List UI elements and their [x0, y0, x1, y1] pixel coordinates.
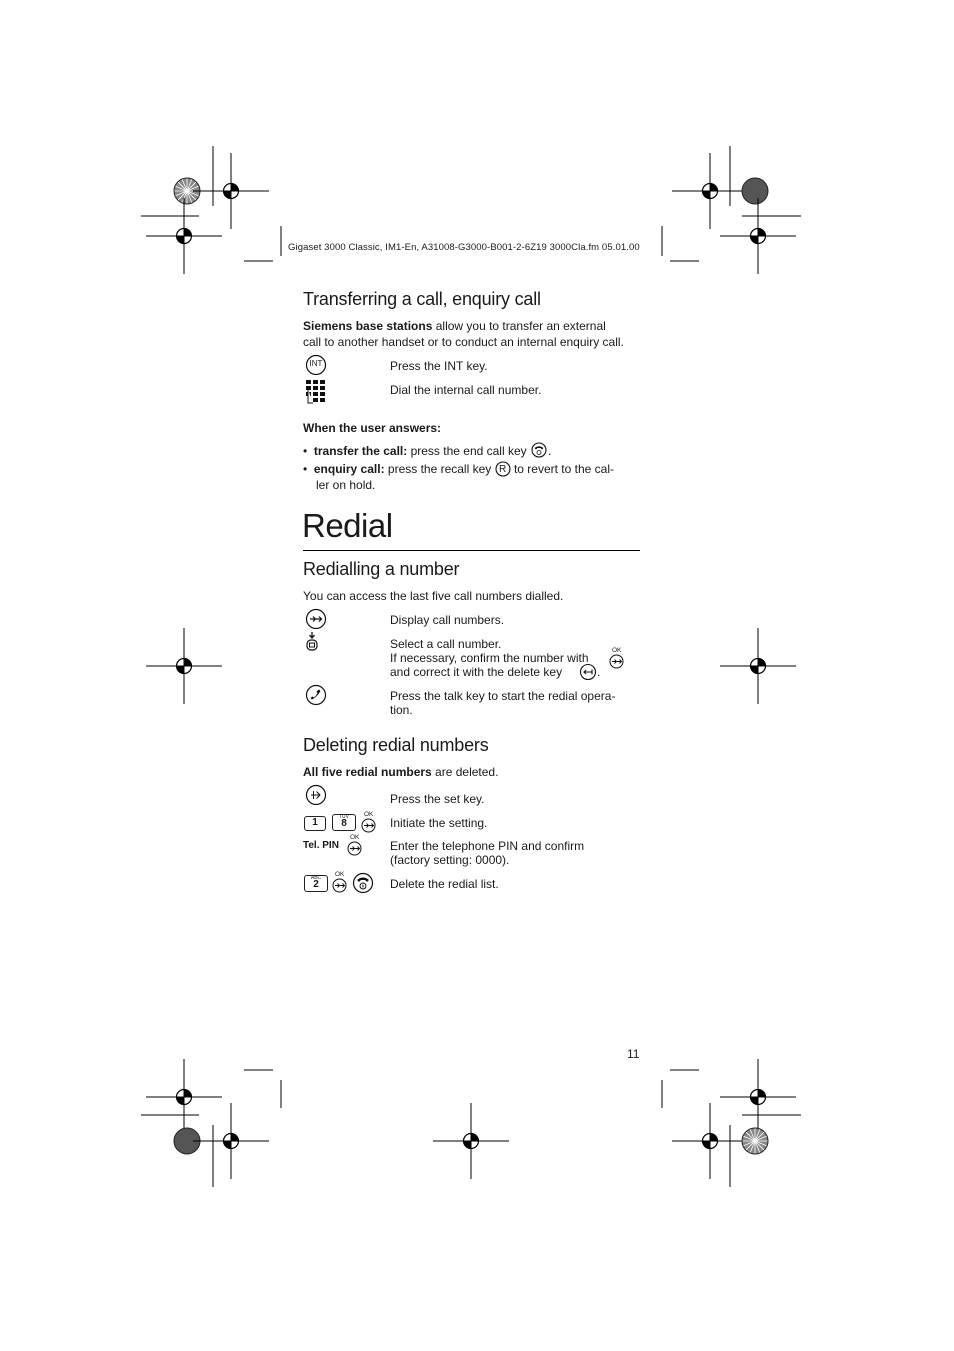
- section3-intro: All five redial numbers are deleted.: [303, 765, 499, 779]
- key-8: TUV 8: [332, 814, 356, 831]
- step-press-set: Press the set key.: [390, 792, 485, 806]
- end-call-key-icon: [530, 442, 548, 456]
- chapter-title: Redial: [302, 507, 393, 544]
- step-enter-pin: Enter the telephone PIN and confirm (factory setting: 0000).: [390, 839, 585, 867]
- bullet-transfer: • transfer the call: press the end call key .: [303, 444, 552, 458]
- section1-intro: [303, 318, 648, 350]
- bullet-enquiry-line2: ler on hold.: [316, 478, 376, 492]
- intro-rest: allow you to transfer an external: [432, 319, 606, 333]
- intro-bold: Siemens base stations: [303, 319, 433, 333]
- step-press-int: Press the INT key.: [390, 359, 488, 373]
- step-delete-list: Delete the redial list.: [390, 877, 499, 891]
- section-title-redialling: Redialling a number: [303, 559, 460, 579]
- delete-key-icon: [579, 663, 597, 681]
- intro-line2: call to another handset or to conduct an internal enquiry call.: [303, 335, 624, 349]
- page-number: 11: [627, 1047, 640, 1061]
- int-key-label: INT: [309, 359, 323, 368]
- step-initiate: Initiate the setting.: [390, 816, 488, 830]
- scroll-down-key-icon: [306, 631, 322, 653]
- bullet-enquiry-after: to revert to the cal-: [510, 462, 615, 476]
- section-title-deleting: Deleting redial numbers: [303, 735, 489, 755]
- tel-pin-label: Tel. PIN: [303, 840, 339, 851]
- set-key-icon: [305, 784, 327, 806]
- section2-intro: You can access the last five call numbers dialled.: [303, 589, 564, 603]
- bullet-transfer-text: press the end call key: [407, 444, 527, 458]
- key-1: 1: [304, 816, 326, 831]
- bullet-enquiry-bold: enquiry call:: [313, 462, 385, 476]
- redial-arrow-key-icon: [305, 608, 327, 630]
- step-display-numbers: Display call numbers.: [390, 613, 505, 627]
- running-header: Gigaset 3000 Classic, IM1-En, A31008-G3000-B001-2-6Z19 3000Cla.fm 05.01.00: [288, 242, 640, 253]
- ok-key-icon: OK: [608, 647, 626, 669]
- step-select-number: Select a call number. If necessary, confirm the number with and correct it with the delete key: [390, 637, 589, 679]
- bullet-transfer-bold: transfer the call:: [313, 444, 408, 458]
- recall-key-icon: R: [495, 461, 511, 477]
- bullet-enquiry-text: press the recall key: [384, 462, 492, 476]
- bullet-enquiry: • enquiry call: press the recall key R to revert to the cal-: [303, 462, 615, 476]
- ok-key-icon-3: OK: [346, 834, 364, 856]
- talk-key-icon: [305, 684, 327, 706]
- chapter-rule: [303, 550, 640, 551]
- keypad-icon: [305, 379, 327, 405]
- step-press-talk: Press the talk key to start the redial opera- tion.: [390, 689, 616, 717]
- ok-key-icon-2: OK: [360, 811, 378, 833]
- subhead-user-answers: When the user answers:: [303, 421, 442, 435]
- end-call-key-icon-2: [352, 872, 374, 894]
- ok-key-icon-4: OK: [331, 871, 349, 893]
- step-dial-internal: Dial the internal call number.: [390, 383, 542, 397]
- key-2: ABC 2: [304, 875, 328, 892]
- int-key-icon: [305, 354, 327, 376]
- section-title-transfer: Transferring a call, enquiry call: [303, 289, 541, 309]
